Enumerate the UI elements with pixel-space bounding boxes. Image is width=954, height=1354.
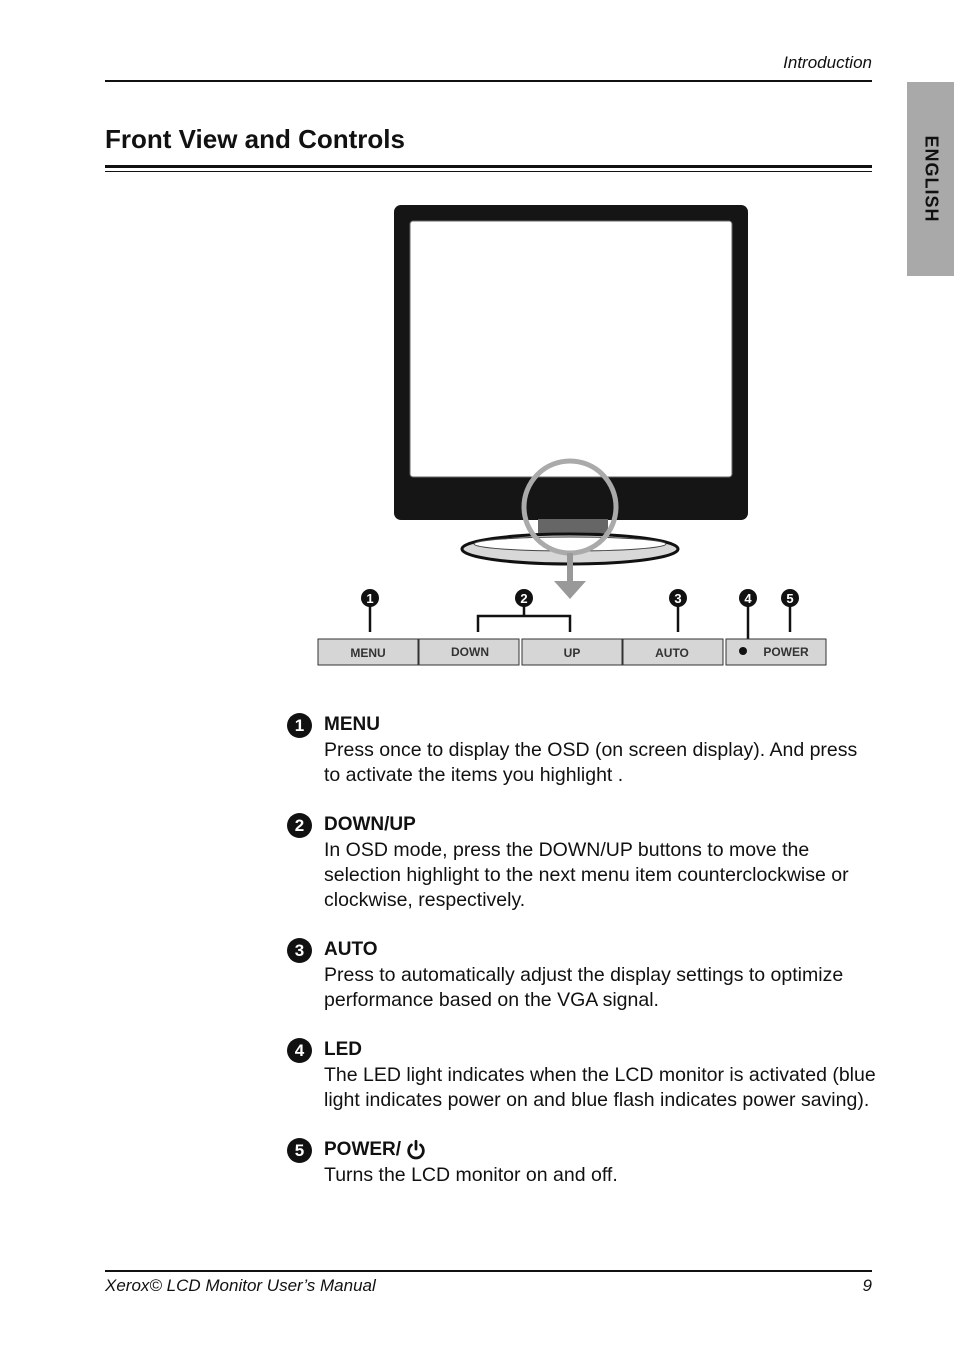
item-number-badge: 2	[287, 813, 312, 838]
title-divider	[105, 165, 872, 168]
button-down-label: DOWN	[451, 645, 489, 659]
callout-4	[739, 589, 757, 607]
item-description: Turns the LCD monitor on and off.	[324, 1164, 618, 1186]
item-title: MENU	[324, 714, 380, 735]
control-item-down-up	[287, 812, 877, 913]
monitor-figure	[300, 195, 840, 675]
button-auto-label: AUTO	[655, 646, 689, 660]
button-auto	[623, 639, 723, 665]
callout-4-label: 4	[744, 591, 752, 606]
item-number-badge: 3	[287, 938, 312, 963]
item-description: Press to automatically adjust the display settings to optimize performance based on the VGA signal.	[324, 964, 844, 1011]
led-indicator-icon	[739, 647, 747, 655]
item-title: LED	[324, 1039, 362, 1060]
header-divider	[105, 80, 872, 82]
callout-5	[781, 589, 799, 607]
magnify-arrow-head	[554, 581, 586, 599]
title-divider-thin	[105, 171, 872, 172]
callout-2	[515, 589, 533, 607]
button-power-label: POWER	[763, 645, 809, 659]
button-menu-label: MENU	[350, 646, 386, 660]
callout-2-label: 2	[520, 591, 528, 606]
item-title: DOWN/UP	[324, 814, 416, 835]
monitor-screen	[410, 221, 732, 477]
button-up-label: UP	[563, 646, 581, 660]
item-number-badge: 4	[287, 1038, 312, 1063]
monitor-diagram	[300, 195, 840, 675]
controls-list	[287, 712, 877, 1212]
power-icon	[405, 1139, 427, 1161]
item-description: In OSD mode, press the DOWN/UP buttons to move the selection highlight to the next menu item counterclockwise or clockwise, respectively.	[324, 839, 849, 911]
callout-3	[669, 589, 687, 607]
item-number-badge: 1	[287, 713, 312, 738]
language-tab	[907, 82, 954, 276]
header-section-label: Introduction	[783, 53, 872, 72]
control-item-menu	[287, 712, 877, 788]
monitor-button-strip	[538, 519, 608, 533]
item-number-badge: 5	[287, 1138, 312, 1163]
callout-1-label: 1	[366, 591, 374, 606]
callout-5-label: 5	[786, 591, 794, 606]
control-item-power	[287, 1137, 877, 1188]
item-title: POWER/	[324, 1139, 402, 1160]
footer-page-number: 9	[862, 1276, 872, 1295]
callout-3-label: 3	[674, 591, 682, 606]
page-title: Front View and Controls	[105, 124, 405, 154]
language-tab-label: ENGLISH	[921, 135, 941, 223]
button-down	[419, 639, 519, 665]
button-menu	[318, 639, 418, 665]
button-power	[726, 639, 826, 665]
footer-manual-title: Xerox© LCD Monitor User’s Manual	[105, 1276, 376, 1295]
item-description: Press once to display the OSD (on screen display). And press to activate the items you highlight .	[324, 739, 858, 786]
callout-1	[361, 589, 379, 607]
button-up	[522, 639, 622, 665]
control-item-led	[287, 1037, 877, 1113]
item-description: The LED light indicates when the LCD monitor is activated (blue light indicates power on and blue flash indicates power saving).	[324, 1064, 876, 1111]
item-title: AUTO	[324, 939, 378, 960]
footer-divider	[105, 1270, 872, 1272]
monitor-stand-inner	[474, 537, 666, 551]
control-item-auto	[287, 937, 877, 1013]
